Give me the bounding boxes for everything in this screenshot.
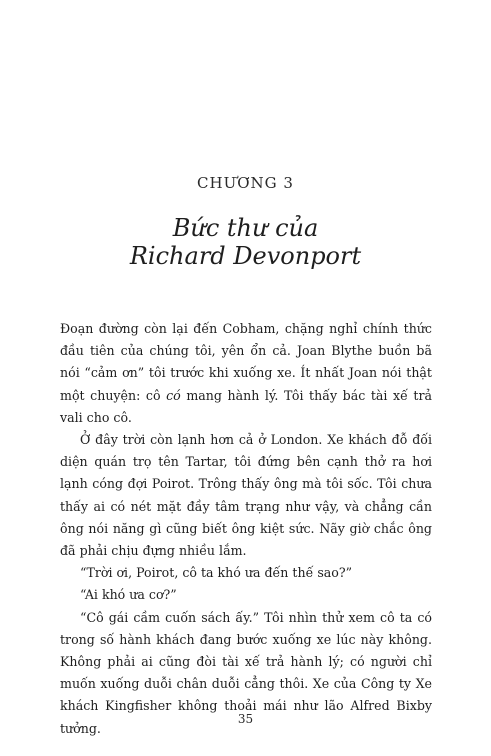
paragraph-2: Ở đây trời còn lạnh hơn cả ở London. Xe khách đỗ đối diện quán trọ tên Tartar, tôi đứng bên cạnh thở ra hơi lạnh cóng đợi Poirot. Trông thấy ông mà tôi sốc. Tôi chưa thấy ai có nét mặt đầy tâm trạng như vậy, và chẳng cần ông nói năng gì cũng biết ông kiệt sức. Nãy giờ chắc ông đã phải chịu đựng nhiều lắm. [60,432,432,559]
paragraph-1-emphasis: có [166,387,181,403]
chapter-title [0,214,491,270]
page-number: 35 [237,712,254,726]
chapter-title-line-2: Richard Devonport [129,242,362,270]
body-text [60,318,432,740]
paragraph-4: “Ai khó ưa cơ?” [80,587,177,603]
paragraph-5: “Cô gái cầm cuốn sách ấy.” Tôi nhìn thử xem cô ta có trong số hành khách đang bước xuống xe lúc này không. Không phải ai cũng đòi tài xế trả hành lý; có người chỉ muốn xuống duỗi chân duỗi cẳng thôi. Xe của Công ty Xe khách Kingfisher không thoải mái như lão Alfred Bixby tưởng. [60,609,432,736]
paragraph-1-text-a: Đoạn đường còn lại đến Cobham, chặng nghỉ chính thức đầu tiên của chúng tôi, yên ổn cả. Joan Blythe buồn bã nói “cảm ơn” tôi trước khi xuống xe. Ít nhất Joan nói thật một chuyện: cô [60,321,432,403]
chapter-label: CHƯƠNG 3 [197,174,294,192]
paragraph-3: “Trời ơi, Poirot, cô ta khó ưa đến thế sao?” [80,565,353,581]
paragraph-1-text-b: mang hành lý. Tôi thấy bác tài xế trả vali cho cô. [60,387,432,425]
chapter-title-line-1: Bức thư của [172,214,319,242]
paragraph-1 [60,318,432,429]
